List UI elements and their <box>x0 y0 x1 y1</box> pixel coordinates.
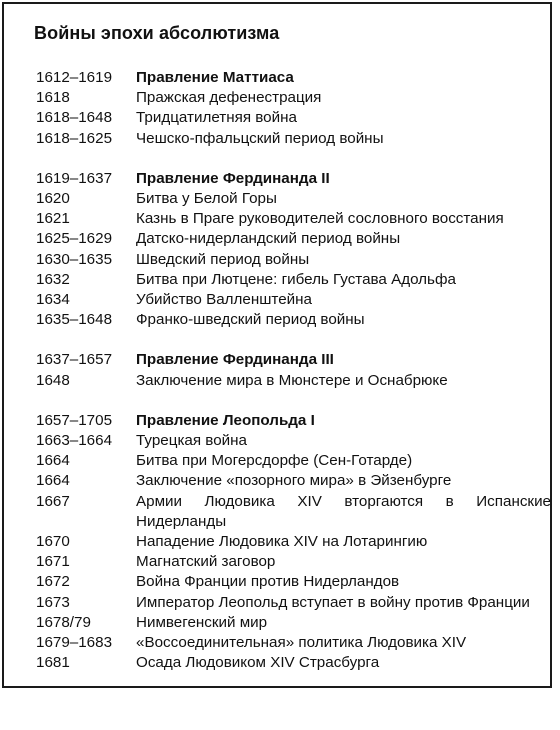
event-row <box>36 451 551 471</box>
event-row <box>36 492 551 532</box>
reign-title: Правление Леопольда I <box>136 411 315 429</box>
event-description: Тридцатилетняя война <box>136 109 297 127</box>
event-row <box>36 108 551 128</box>
event-description: Нападение Людовика XIV на Лотарингию <box>136 533 428 551</box>
event-description: Заключение мира в Мюнстере и Оснабрюке <box>136 371 448 389</box>
event-description: Турецкая война <box>136 432 247 450</box>
event-year: 1637–1657 <box>36 351 113 369</box>
event-year: 1634 <box>36 291 70 309</box>
chronology-box <box>2 2 552 688</box>
event-description: Битва при Лютцене: гибель Густава Адольфа <box>136 270 456 288</box>
event-year: 1618 <box>36 89 70 107</box>
event-description: Пражская дефенестрация <box>136 89 322 107</box>
event-description: Нимвегенский мир <box>136 613 268 631</box>
event-row <box>36 532 551 552</box>
event-description: Император Леопольд вступает в войну против Франции <box>136 593 530 611</box>
event-year: 1648 <box>36 371 70 389</box>
reign-heading-row <box>36 169 551 189</box>
event-description: Армии Людовика XIV вторгаются в Испанские Нидерланды <box>136 492 551 530</box>
event-row <box>36 653 551 673</box>
reign-heading-row <box>36 411 551 431</box>
event-year: 1679–1683 <box>36 634 113 652</box>
reign-group <box>36 350 551 390</box>
event-row <box>36 189 551 209</box>
event-year: 1671 <box>36 553 70 571</box>
event-year: 1670 <box>36 533 70 551</box>
reign-group <box>36 411 551 674</box>
event-year: 1630–1635 <box>36 250 113 268</box>
event-year: 1664 <box>36 452 70 470</box>
event-row <box>36 431 551 451</box>
event-year: 1635–1648 <box>36 311 113 329</box>
page-title: Войны эпохи абсолютизма <box>34 23 280 43</box>
event-row <box>36 290 551 310</box>
timeline <box>36 68 551 693</box>
event-row <box>36 572 551 592</box>
event-year: 1681 <box>36 654 70 672</box>
event-description: Осада Людовиком XIV Страсбурга <box>136 654 380 672</box>
event-year: 1621 <box>36 210 70 228</box>
reign-title: Правление Фердинанда II <box>136 169 330 187</box>
event-year: 1618–1648 <box>36 109 113 127</box>
event-row <box>36 552 551 572</box>
event-row <box>36 88 551 108</box>
event-year: 1657–1705 <box>36 411 113 429</box>
event-description: Франко-шведский период войны <box>136 311 365 329</box>
event-year: 1678/79 <box>36 613 91 631</box>
event-description: Убийство Валленштейна <box>136 291 312 309</box>
reign-group <box>36 169 551 331</box>
event-year: 1672 <box>36 573 70 591</box>
event-year: 1667 <box>36 492 70 510</box>
event-year: 1632 <box>36 270 70 288</box>
event-row <box>36 633 551 653</box>
reign-group <box>36 68 551 149</box>
reign-title: Правление Фердинанда III <box>136 351 334 369</box>
event-description: Заключение «позорного мира» в Эйзенбурге <box>136 472 452 490</box>
event-row <box>36 229 551 249</box>
event-year: 1618–1625 <box>36 129 113 147</box>
event-row <box>36 471 551 491</box>
event-row <box>36 129 551 149</box>
event-year: 1664 <box>36 472 70 490</box>
reign-title: Правление Маттиаса <box>136 69 294 86</box>
event-description: Битва при Могерсдорфе (Сен-Готарде) <box>136 452 413 470</box>
event-year: 1663–1664 <box>36 432 113 450</box>
event-description: Магнатский заговор <box>136 553 276 571</box>
event-row <box>36 270 551 290</box>
event-description: Шведский период войны <box>136 250 310 268</box>
event-description: Война Франции против Нидерландов <box>136 573 400 591</box>
event-year: 1625–1629 <box>36 230 113 248</box>
event-row <box>36 209 551 229</box>
event-description: «Воссоединительная» политика Людовика XIV <box>136 634 467 652</box>
event-row <box>36 613 551 633</box>
event-row <box>36 310 551 330</box>
reign-heading-row <box>36 68 551 88</box>
event-year: 1619–1637 <box>36 169 113 187</box>
event-year: 1612–1619 <box>36 69 113 86</box>
event-row <box>36 371 551 391</box>
event-year: 1673 <box>36 593 70 611</box>
event-description: Датско-нидерландский период войны <box>136 230 401 248</box>
event-description: Казнь в Праге руководителей сословного восстания <box>136 210 504 228</box>
event-year: 1620 <box>36 190 70 208</box>
event-description: Битва у Белой Горы <box>136 190 277 208</box>
event-row <box>36 250 551 270</box>
event-row <box>36 593 551 613</box>
event-description: Чешско-пфальцский период войны <box>136 129 384 147</box>
reign-heading-row <box>36 350 551 370</box>
